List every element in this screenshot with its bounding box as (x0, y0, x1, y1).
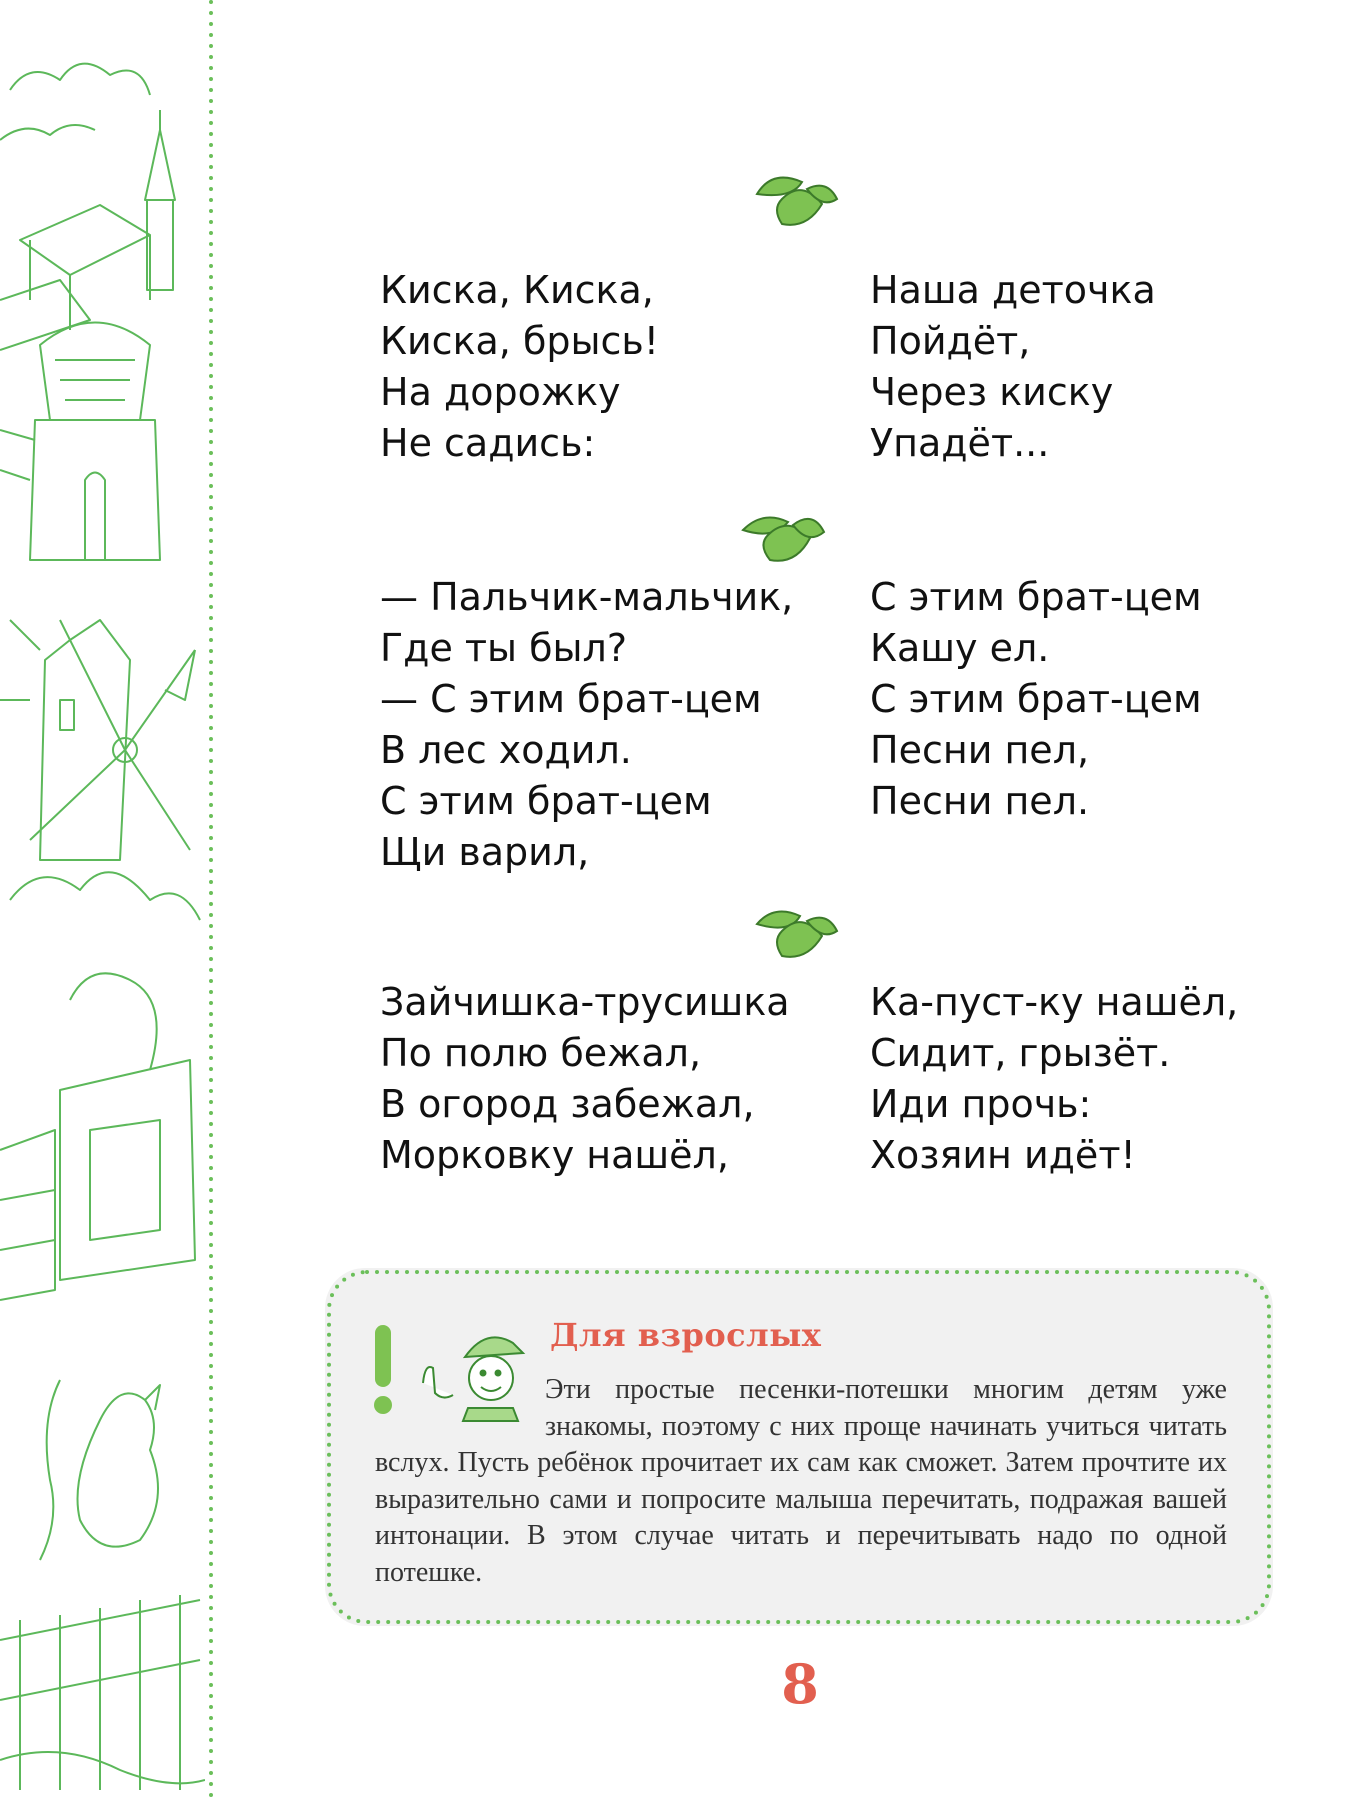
poem-line: Иди прочь: (870, 1082, 1092, 1126)
village-illustration (0, 0, 205, 1800)
poem-line: В лес ходил. (380, 728, 632, 772)
leaf-ornament-icon (752, 896, 842, 966)
poem-line: — Пальчик-мальчик, (380, 575, 794, 619)
poem-line: Ка-пуст-ку нашёл, (870, 980, 1239, 1024)
poem-line: Упадёт... (870, 421, 1050, 465)
poem-line: В огород забежал, (380, 1082, 755, 1126)
poem-line: Кашу ел. (870, 626, 1050, 670)
poem-line: Сидит, грызёт. (870, 1031, 1171, 1075)
poem-line: Песни пел. (870, 779, 1090, 823)
poem-line: Песни пел, (870, 728, 1090, 772)
text-float-spacer (375, 1372, 545, 1444)
poem-line: Щи варил, (380, 830, 590, 874)
poem-line: Киска, Киска, (380, 268, 654, 312)
leaf-ornament-icon (752, 164, 842, 234)
poem-line: На дорожку (380, 370, 621, 414)
stanza-2-right (870, 572, 1202, 827)
poem-line: По полю бежал, (380, 1031, 702, 1075)
poem-line: Хозяин идёт! (870, 1133, 1136, 1177)
poem-line: Морковку нашёл, (380, 1133, 729, 1177)
poem-line: Не садись: (380, 421, 596, 465)
note-text-wrapper (375, 1372, 1227, 1591)
dotted-divider (207, 0, 215, 1800)
stanza-3-left (380, 977, 790, 1181)
note-title: Для взрослых (550, 1316, 822, 1354)
poem-line: С этим брат-цем (870, 677, 1202, 721)
poem-line: Через киску (870, 370, 1114, 414)
page-number: 8 (781, 1652, 819, 1716)
poem-line: С этим брат-цем (870, 575, 1202, 619)
stanza-1-right (870, 265, 1156, 469)
poem-line: Пойдёт, (870, 319, 1031, 363)
poem-line: Наша деточка (870, 268, 1156, 312)
poem-line: С этим брат-цем (380, 779, 712, 823)
poem-line: Киска, брысь! (380, 319, 660, 363)
poem-line: Где ты был? (380, 626, 628, 670)
poem-line: — С этим брат-цем (380, 677, 762, 721)
note-text: Эти простые песенки-потешки многим детям уже знакомы, поэтому с них проще начинать учиться читать вслух. Пусть ребёнок прочитает их сам как сможет. Затем прочтите их выразительно сами и попросите малыша перечитать, подражая вашей интонации. В этом случае читать и перечитывать надо по одной потешке. (375, 1374, 1227, 1588)
stanza-1-left (380, 265, 659, 469)
poem-line: Зайчишка-трусишка (380, 980, 790, 1024)
stanza-3-right (870, 977, 1238, 1181)
leaf-ornament-icon (738, 500, 828, 570)
stanza-2-left (380, 572, 793, 878)
parent-note-box (325, 1268, 1273, 1626)
